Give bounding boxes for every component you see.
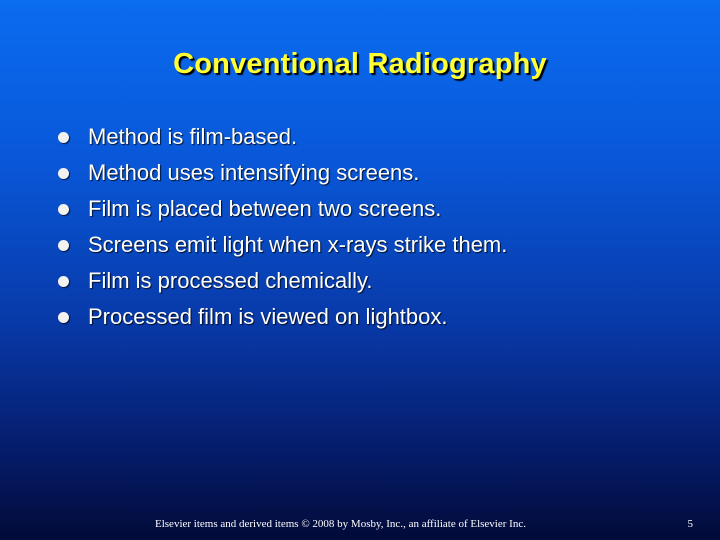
bullet-dot-icon	[58, 312, 69, 323]
bullet-list	[56, 119, 507, 335]
bullet-item	[56, 191, 507, 227]
bullet-text: Film is placed between two screens.	[88, 196, 442, 221]
bullet-item	[56, 227, 507, 263]
bullet-item	[56, 263, 507, 299]
bullet-text: Method is film-based.	[88, 124, 298, 149]
bullet-item	[56, 119, 507, 155]
bullet-text: Method uses intensifying screens.	[88, 160, 420, 185]
bullet-dot-icon	[58, 240, 69, 251]
footer-copyright: Elsevier items and derived items © 2008 by Mosby, Inc., an affiliate of Elsevier Inc.	[155, 518, 526, 530]
bullet-text: Screens emit light when x-rays strike them.	[88, 232, 508, 257]
page-number: 5	[687, 518, 693, 530]
bullet-text: Film is processed chemically.	[88, 268, 373, 293]
bullet-dot-icon	[58, 204, 69, 215]
bullet-item	[56, 155, 507, 191]
slide-title: Conventional Radiography	[173, 48, 547, 80]
bullet-dot-icon	[58, 132, 69, 143]
bullet-text: Processed film is viewed on lightbox.	[88, 304, 448, 329]
bullet-dot-icon	[58, 276, 69, 287]
bullet-dot-icon	[58, 168, 69, 179]
bullet-item	[56, 299, 507, 335]
